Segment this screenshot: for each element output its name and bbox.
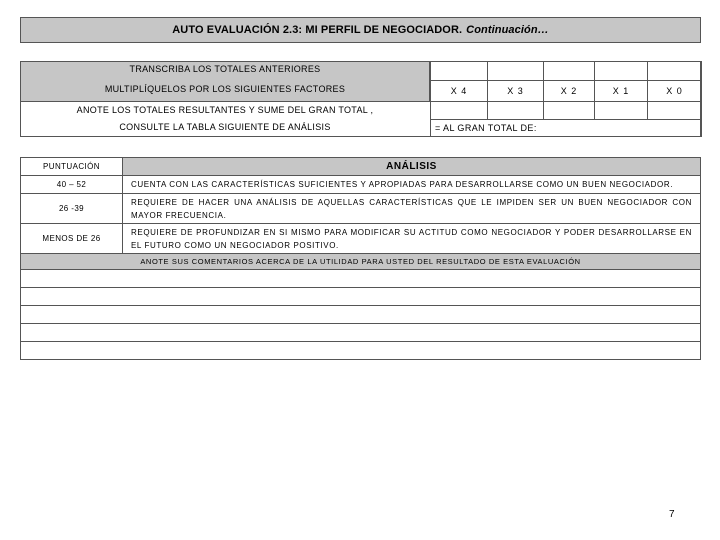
comment-line[interactable] [20, 288, 701, 306]
totals-table [20, 61, 701, 137]
comment-line[interactable] [20, 306, 701, 324]
result-input-x1[interactable] [594, 101, 648, 120]
total-input-x4[interactable] [430, 61, 488, 81]
analysis-header [20, 157, 701, 176]
annotate-line-1: ANOTE LOS TOTALES RESULTANTES Y SUME DEL GRAN TOTAL , [76, 105, 374, 115]
header-score: PUNTUACIÓN [21, 158, 123, 175]
result-input-x2[interactable] [543, 101, 595, 120]
result-input-x0[interactable] [647, 101, 702, 120]
factor-x3: X 3 [487, 80, 544, 102]
page-number: 7 [669, 509, 675, 520]
transcribe-label: TRANSCRIBA LOS TOTALES ANTERIORES [129, 64, 321, 74]
table-row [20, 194, 701, 224]
total-input-x0[interactable] [647, 61, 702, 81]
result-input-x4[interactable] [430, 101, 488, 120]
factor-x1: X 1 [594, 80, 648, 102]
header-analysis: ANÁLISIS [123, 158, 700, 175]
comment-line[interactable] [20, 342, 701, 360]
total-input-x2[interactable] [543, 61, 595, 81]
score-cell: 40 – 52 [21, 176, 123, 193]
result-input-x3[interactable] [487, 101, 544, 120]
score-cell: MENOS DE 26 [21, 224, 123, 253]
factor-x0: X 0 [647, 80, 702, 102]
table-row [20, 176, 701, 194]
table-row [20, 224, 701, 254]
title-continuation: Continuación… [466, 24, 549, 36]
page-title [20, 17, 701, 43]
analysis-cell: REQUIERE DE HACER UNA ANÁLISIS DE AQUELLAS CARACTERÍSTICAS QUE LE IMPIDEN SER UN BUEN NEGOCIADOR CON MAYOR FRECUENCIA. [131, 197, 692, 220]
analysis-cell: REQUIERE DE PROFUNDIZAR EN SI MISMO PARA MODIFICAR SU ACTITUD COMO NEGOCIADOR Y PODER DESARROLLARSE EN EL FUTURO COMO UN NEGOCIADOR POSITIVO. [131, 227, 692, 250]
analysis-cell: CUENTA CON LAS CARACTERÍSTICAS SUFICIENTES Y APROPIADAS PARA DESARROLLARSE COMO UN BUEN NEGOCIADOR. [131, 180, 674, 189]
total-input-x1[interactable] [594, 61, 648, 81]
comment-line[interactable] [20, 270, 701, 288]
grand-total[interactable]: = AL GRAN TOTAL DE: [430, 119, 702, 137]
comments-label: ANOTE SUS COMENTARIOS ACERCA DE LA UTILIDAD PARA USTED DEL RESULTADO DE ESTA EVALUACIÓN [20, 254, 701, 270]
factor-x4: X 4 [430, 80, 488, 102]
comment-line[interactable] [20, 324, 701, 342]
title-main: AUTO EVALUACIÓN 2.3: MI PERFIL DE NEGOCIADOR. [172, 24, 463, 36]
multiply-label: MULTIPLÍQUELOS POR LOS SIGUIENTES FACTORES [104, 84, 346, 94]
total-input-x3[interactable] [487, 61, 544, 81]
score-cell: 26 -39 [21, 194, 123, 223]
factor-x2: X 2 [543, 80, 595, 102]
annotate-line-2: CONSULTE LA TABLA SIGUIENTE DE ANÁLISIS [119, 122, 331, 132]
